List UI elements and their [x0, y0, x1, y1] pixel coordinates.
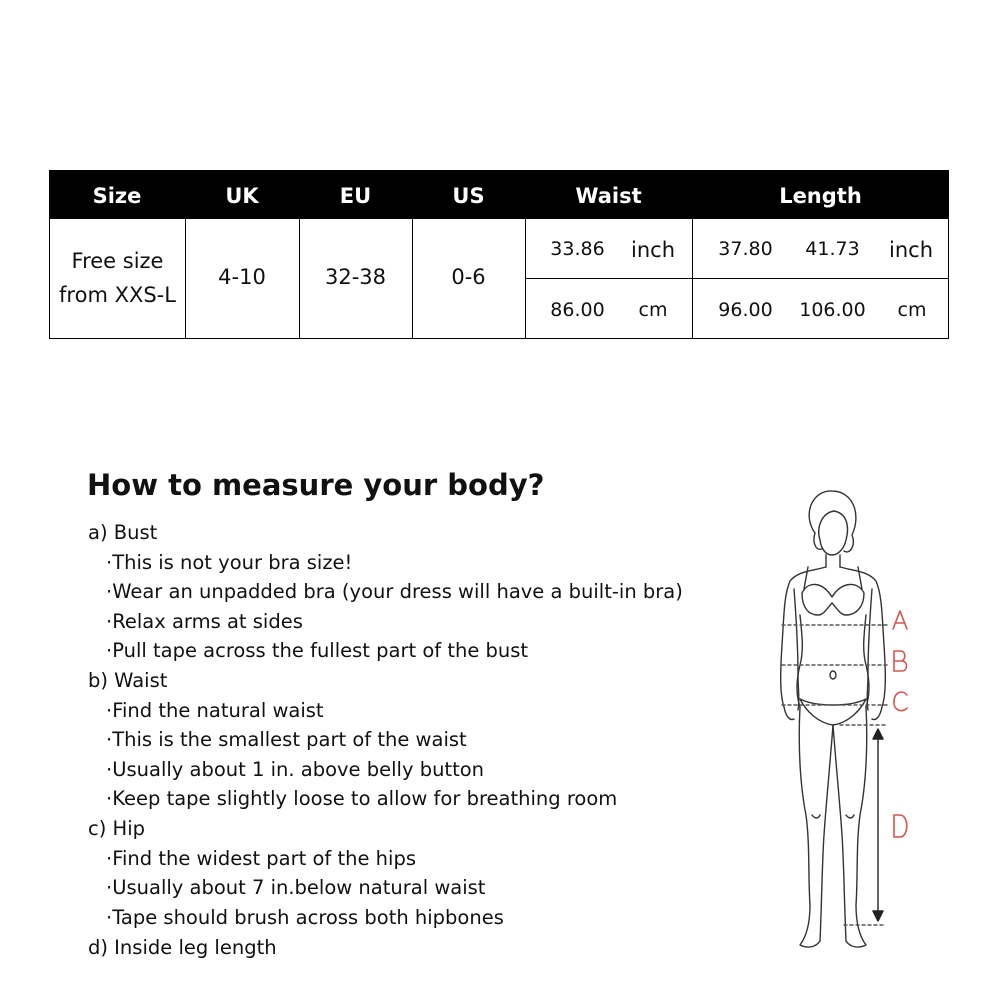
waist-inch-value: 33.86: [550, 238, 605, 260]
length-cm-value-2: 106.00: [799, 299, 866, 321]
hip-tip-2: ·Usually about 7 in.below natural waist: [106, 876, 486, 899]
body-outline-illustration: [760, 485, 940, 965]
guide-title: How to measure your body?: [87, 468, 545, 502]
hip-tip-1: ·Find the widest part of the hips: [106, 847, 416, 870]
header-uk: UK: [225, 184, 259, 208]
size-chart-table: [49, 170, 949, 340]
label-C: [894, 692, 907, 711]
label-A: [893, 611, 907, 629]
eu-cell: 32-38: [324, 265, 387, 289]
waist-tip-3: ·Usually about 1 in. above belly button: [106, 758, 485, 781]
length-inch-value-1: 37.80: [718, 238, 773, 260]
header-waist: Waist: [575, 184, 642, 208]
bust-tip-1: ·This is not your bra size!: [106, 551, 353, 574]
bust-tip-4: ·Pull tape across the fullest part of the bust: [106, 639, 529, 662]
size-line-1: Free size: [71, 249, 164, 273]
section-waist-heading: b) Waist: [88, 669, 168, 692]
bust-tip-3: ·Relax arms at sides: [106, 610, 303, 633]
waist-inch-unit: inch: [631, 238, 675, 262]
waist-tip-4: ·Keep tape slightly loose to allow for breathing room: [106, 787, 618, 810]
header-length: Length: [779, 184, 862, 208]
section-inside-leg-heading: d) Inside leg length: [88, 936, 277, 959]
size-line-2: from XXS-L: [59, 283, 176, 307]
waist-cm-value: 86.00: [550, 299, 605, 321]
waist-tip-2: ·This is the smallest part of the waist: [106, 728, 467, 751]
hip-tip-3: ·Tape should brush across both hipbones: [106, 906, 504, 929]
label-D: [894, 815, 907, 837]
bust-tip-2: ·Wear an unpadded bra (your dress will have a built-in bra): [106, 580, 683, 603]
table-body-row: [49, 219, 949, 339]
waist-cm-unit: cm: [638, 299, 668, 321]
size-cell: [50, 244, 185, 312]
label-B: [894, 651, 907, 671]
section-hip-heading: c) Hip: [88, 817, 145, 840]
length-inch-value-2: 41.73: [805, 238, 860, 260]
us-cell: 0-6: [451, 265, 486, 289]
length-inch-unit: inch: [889, 238, 933, 262]
uk-cell: 4-10: [218, 265, 266, 289]
length-cm-unit: cm: [897, 299, 927, 321]
table-header-row: [49, 170, 949, 219]
body-measurement-figure: [760, 485, 940, 965]
header-us: US: [452, 184, 485, 208]
length-cm-value-1: 96.00: [718, 299, 773, 321]
header-size: Size: [92, 184, 142, 208]
section-bust-heading: a) Bust: [88, 521, 158, 544]
header-eu: EU: [339, 184, 372, 208]
waist-tip-1: ·Find the natural waist: [106, 699, 324, 722]
